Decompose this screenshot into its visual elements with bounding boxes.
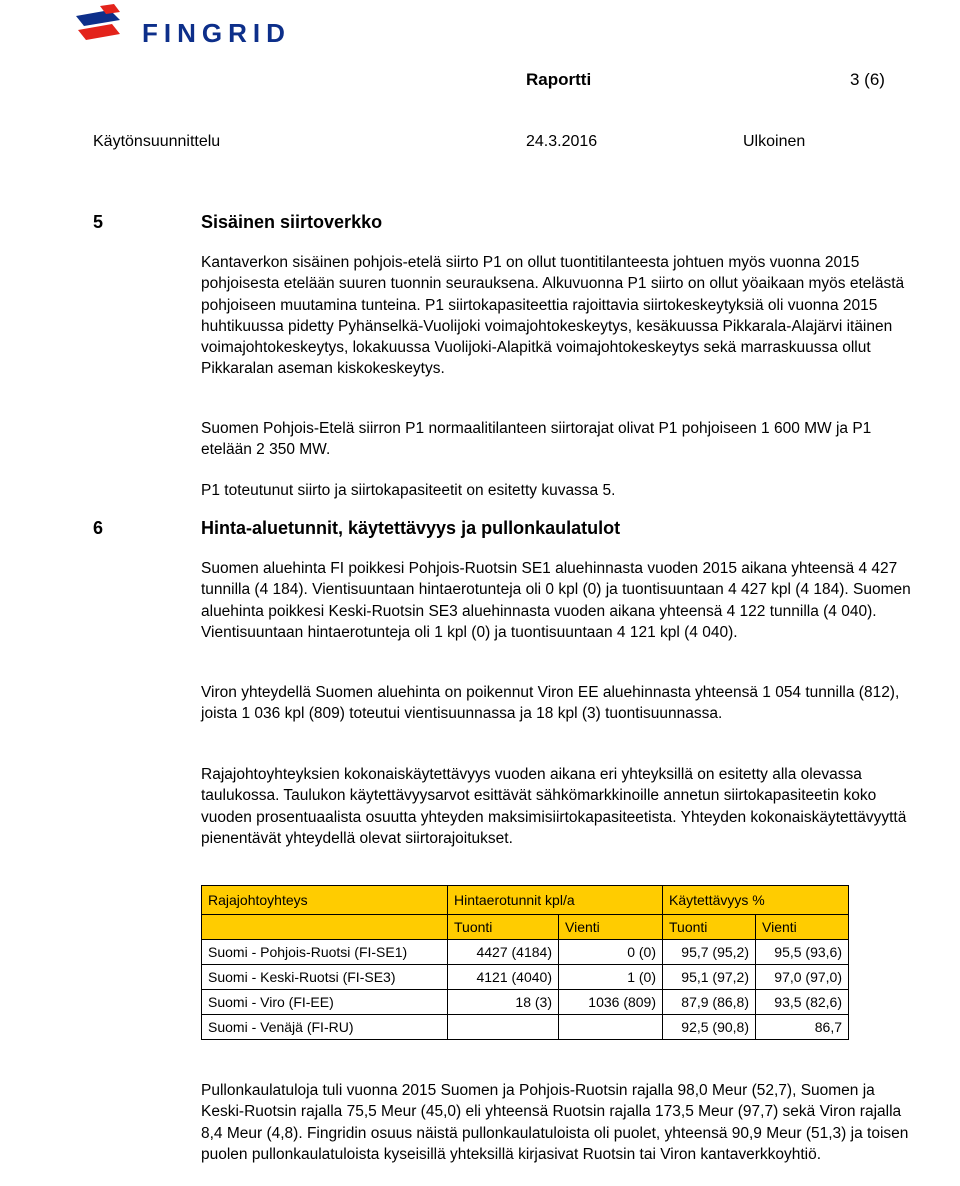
section-5-number: 5 — [93, 212, 104, 232]
header-cell-import: Tuonti — [663, 915, 756, 940]
header-cell-empty — [202, 915, 448, 940]
classification: Ulkoinen — [743, 133, 806, 150]
fingrid-logo-icon — [70, 4, 310, 50]
table-cell: 95,7 (95,2) — [663, 940, 756, 965]
section-5-paragraph-2: Suomen Pohjois-Etelä siirron P1 normaalitilanteen siirtorajat olivat P1 pohjoiseen 1 600 MW ja P1 etelään 2 350 MW. — [201, 420, 872, 459]
table-cell: 97,0 (97,0) — [756, 965, 849, 990]
table-cell: 95,1 (97,2) — [663, 965, 756, 990]
table-cell: 86,7 — [756, 1015, 849, 1040]
logo-wordmark: FINGRID — [142, 18, 291, 48]
table-row — [202, 965, 849, 990]
table-cell — [448, 1015, 559, 1040]
table-cell: 18 (3) — [448, 990, 559, 1015]
header-cell-export: Vienti — [559, 915, 663, 940]
table-row — [202, 990, 849, 1015]
table-cell: Suomi - Keski-Ruotsi (FI-SE3) — [202, 965, 448, 990]
table-cell: 87,9 (86,8) — [663, 990, 756, 1015]
availability-table — [201, 885, 849, 1040]
table-header-row-1 — [202, 886, 849, 915]
document-date: 24.3.2016 — [526, 133, 598, 150]
section-5-paragraph-3: P1 toteutunut siirto ja siirtokapasiteetit on esitetty kuvassa 5. — [201, 482, 616, 499]
table-cell: Suomi - Pohjois-Ruotsi (FI-SE1) — [202, 940, 448, 965]
header-cell-connection: Rajajohtoyhteys — [202, 886, 448, 915]
header-cell-availability: Käytettävyys % — [663, 886, 849, 915]
department: Käytönsuunnittelu — [93, 133, 221, 150]
section-5-paragraph-1: Kantaverkon sisäinen pohjois-etelä siirto P1 on ollut tuontitilanteesta johtuen myös vuonna 2015 pohjoisesta etelään suuren tuonnin seurauksena. Alkuvuonna P1 siirto on ollut yöaikaan myös etelästä pohjoiseen muutamina tunteina. P1 siirtokapasiteettia rajoittavia siirtokeskeytyksiä oli vuonna 2015 huhtikuussa pidetty Pyhänselkä-Vuolijoki voimajohtokeskeytys, kesäkuussa Pikkarala-Alajärvi itäinen voimajohtokeskeytys, lokakuussa Vuolijoki-Alapitkä voimajohtokeskeytys sekä marraskuussa ollut Pikkaralan aseman kiskokeskeytys. — [201, 254, 905, 378]
table-cell: 1036 (809) — [559, 990, 663, 1015]
table-cell: 4427 (4184) — [448, 940, 559, 965]
table-cell: 1 (0) — [559, 965, 663, 990]
header-cell-import: Tuonti — [448, 915, 559, 940]
table-cell: 0 (0) — [559, 940, 663, 965]
table-row — [202, 1015, 849, 1040]
table-row — [202, 940, 849, 965]
fingrid-logo — [70, 4, 310, 50]
header-cell-export: Vienti — [756, 915, 849, 940]
document-type: Raportti — [526, 70, 592, 89]
section-6-paragraph-3: Rajajohtoyhteyksien kokonaiskäytettävyys vuoden aikana eri yhteyksillä on esitetty alla olevassa taulukossa. Taulukon käytettävyysarvot esittävät sähkömarkkinoille annetun siirtokapasiteetin koko vuoden prosentuaalista osuutta yhteyden maksimisiirtokapasiteetista. Yhteyden kokonaiskäytettävyyttä pienentävät yhteydellä olevat siirtorajoitukset. — [201, 766, 907, 847]
section-6-paragraph-2: Viron yhteydellä Suomen aluehinta on poikennut Viron EE aluehinnasta yhteensä 1 054 tunnilla (812), joista 1 036 kpl (809) toteutui vientisuunnassa ja 18 kpl (3) tuontisuunnassa. — [201, 684, 900, 723]
section-5-title: Sisäinen siirtoverkko — [201, 212, 383, 232]
table-cell — [559, 1015, 663, 1040]
table-cell: Suomi - Venäjä (FI-RU) — [202, 1015, 448, 1040]
table-cell: 92,5 (90,8) — [663, 1015, 756, 1040]
table-cell: 93,5 (82,6) — [756, 990, 849, 1015]
page-number: 3 (6) — [850, 70, 885, 89]
table-cell: 95,5 (93,6) — [756, 940, 849, 965]
section-6-number: 6 — [93, 518, 104, 538]
table-cell: Suomi - Viro (FI-EE) — [202, 990, 448, 1015]
section-6-title: Hinta-aluetunnit, käytettävyys ja pullonkaulatulot — [201, 518, 621, 538]
table-cell: 4121 (4040) — [448, 965, 559, 990]
header-cell-price-diff-hours: Hintaerotunnit kpl/a — [448, 886, 663, 915]
section-6-paragraph-1: Suomen aluehinta FI poikkesi Pohjois-Ruotsin SE1 aluehinnasta vuoden 2015 aikana yhteensä 4 427 tunnilla (4 184). Vientisuuntaan hintaerotunteja oli 0 kpl (0) ja tuontisuuntaan 4 427 kpl (4 184). Suomen aluehinta poikkesi Keski-Ruotsin SE3 aluehinnasta vuoden aikana yhteensä 4 122 tunnilla (4 040). Vientisuuntaan hintaerotunteja oli 1 kpl (0) ja tuontisuuntaan 4 121 kpl (4 040). — [201, 560, 911, 641]
section-6-paragraph-4: Pullonkaulatuloja tuli vuonna 2015 Suomen ja Pohjois-Ruotsin rajalla 98,0 Meur (52,7), Suomen ja Keski-Ruotsin rajalla 75,5 Meur (45,0) eli yhteensä Ruotsin rajalla 173,5 Meur (97,7) sekä Viron rajalla 8,4 Meur (4,8). Fingridin osuus näistä pullonkaulatuloista oli puolet, yhteensä 90,9 Meur (51,3) ja toisen puolen pullonkaulatuloista kyseisillä yhteksillä kirjasivat Ruotsin tai Viron kantaverkkoyhtiö. — [201, 1082, 909, 1163]
table-header-row-2 — [202, 915, 849, 940]
